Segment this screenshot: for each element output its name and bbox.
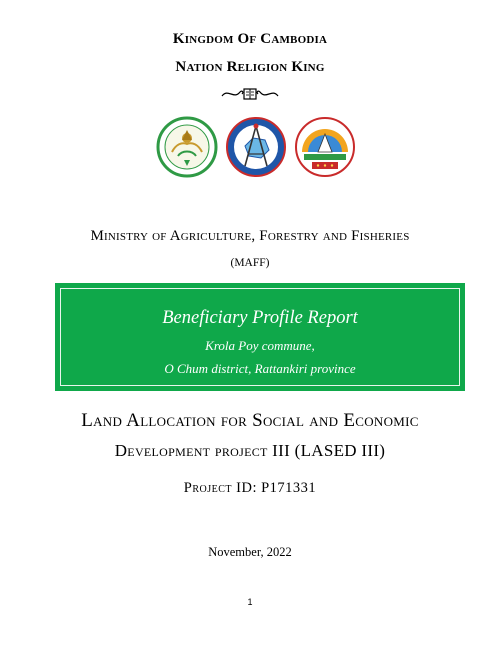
ministry-abbreviation: (MAFF) [230, 257, 270, 269]
report-title: Beneficiary Profile Report [162, 308, 358, 328]
logo-row [156, 116, 356, 180]
project-title-line1: Land Allocation for Social and Economic [81, 410, 419, 431]
ministry-name: Ministry of Agriculture, Forestry and Fisheries [90, 228, 410, 244]
project-title-line2: Development project III (LASED III) [114, 441, 386, 460]
cambodia-coat-of-arms-icon [294, 116, 356, 178]
compass-map-emblem-icon [225, 116, 287, 178]
project-id: Project ID: P171331 [183, 480, 317, 496]
divider-ornament-icon [0, 86, 500, 104]
banner-inner-border [60, 288, 460, 386]
report-date: November, 2022 [208, 545, 292, 559]
report-location-commune: Krola Poy commune, [205, 338, 315, 353]
ministry-emblem-icon [156, 116, 218, 178]
kingdom-heading: Kingdom Of Cambodia [172, 31, 328, 47]
motto-heading: Nation Religion King [175, 59, 325, 75]
report-title-banner [55, 283, 465, 391]
report-location-district: O Chum district, Rattankiri province [164, 361, 356, 376]
page-number: 1 [247, 597, 253, 607]
